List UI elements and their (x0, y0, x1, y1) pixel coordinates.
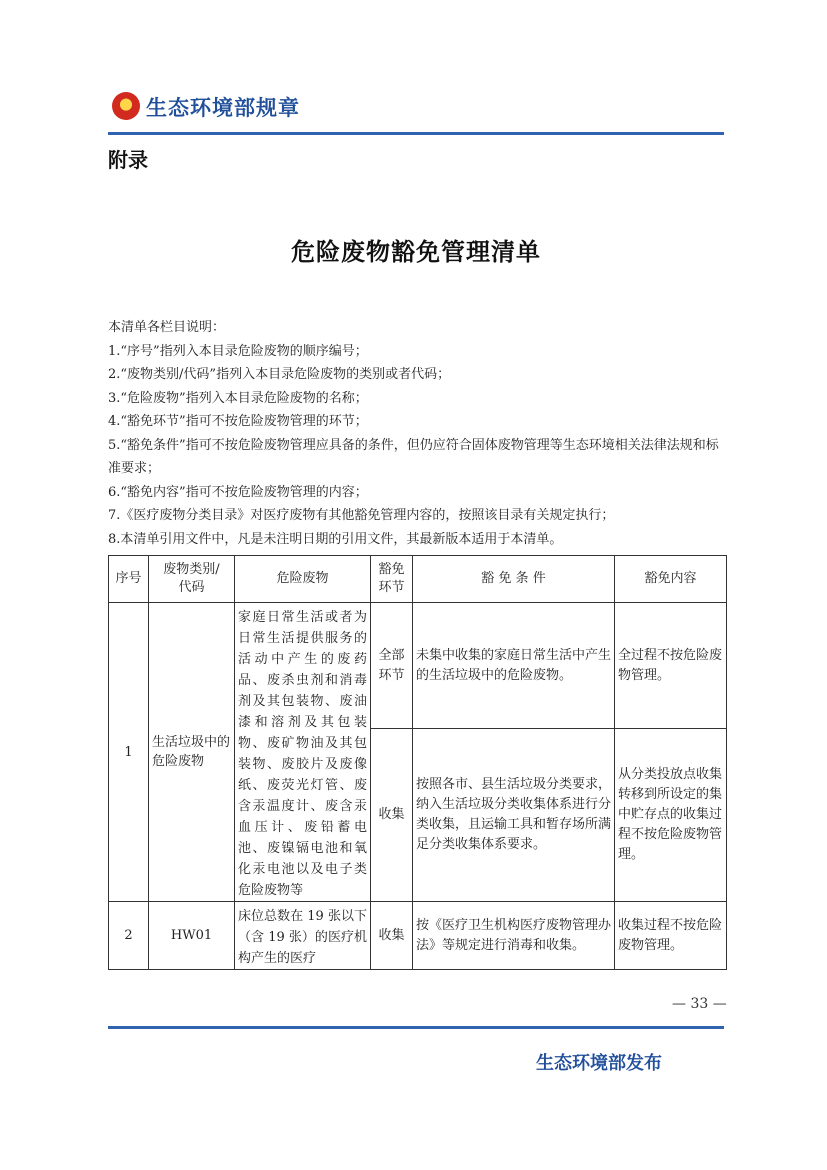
appendix-label: 附录 (108, 148, 148, 172)
row1-num: 1 (109, 603, 149, 902)
row2-waste: 床位总数在 19 张以下（含 19 张）的医疗机构产生的医疗 (235, 902, 371, 970)
row2-content: 收集过程不按危险废物管理。 (615, 902, 727, 970)
header-divider (108, 132, 724, 135)
note-item: 5.“豁免条件”指可不按危险废物管理应具备的条件，但仍应符合固体废物管理等生态环境相关法律法规和标准要求； (108, 437, 719, 476)
exemption-table (108, 555, 727, 970)
col-header-waste: 危险废物 (235, 556, 371, 603)
row1-code: 生活垃圾中的危险废物 (149, 603, 235, 902)
col-header-link (371, 556, 413, 603)
note-item: 1.“序号”指列入本目录危险废物的顺序编号； (108, 343, 368, 359)
row2-cond: 按《医疗卫生机构医疗废物管理办法》等规定进行消毒和收集。 (413, 902, 615, 970)
table-header-row (109, 556, 727, 603)
row1-waste: 家庭日常生活或者为日常生活提供服务的活动中产生的废药品、废杀虫剂和消毒剂及其包装物、废油漆和溶剂及其包装物、废矿物油及其包装物、废胶片及废像纸、废荧光灯管、废含汞温度计、废含汞血压计、废铅蓄电池、废镍镉电池和氧化汞电池以及电子类危险废物等 (235, 603, 371, 902)
note-item: 8.本清单引用文件中，凡是未注明日期的引用文件，其最新版本适用于本清单。 (108, 531, 563, 547)
table-row (109, 603, 727, 729)
document-title: 危险废物豁免管理清单 (291, 238, 541, 266)
note-item: 7.《医疗废物分类目录》对医疗废物有其他豁免管理内容的，按照该目录有关规定执行； (108, 508, 615, 523)
row1b-content: 从分类投放点收集转移到所设定的集中贮存点的收集过程不按危险废物管理。 (615, 729, 727, 902)
col-header-code-line2: 代码 (178, 580, 205, 595)
row2-link: 收集 (371, 902, 413, 970)
national-emblem-icon (112, 92, 140, 120)
col-header-code (149, 556, 235, 603)
notes-section (108, 316, 724, 551)
row1a-link: 全部环节 (371, 603, 413, 729)
col-header-link-line1: 豁免 (378, 562, 405, 577)
header-title: 生态环境部规章 (146, 96, 300, 120)
row1a-content: 全过程不按危险废物管理。 (615, 603, 727, 729)
note-item: 3.“危险废物”指列入本目录危险废物的名称； (108, 390, 368, 406)
page-number: — 33 — (672, 996, 727, 1012)
note-item: 2.“废物类别/代码”指列入本目录危险废物的类别或者代码； (108, 367, 451, 382)
col-header-code-line1: 废物类别/ (163, 562, 220, 577)
row2-num: 2 (109, 902, 149, 970)
page-header (108, 86, 724, 126)
col-header-cond: 豁 免 条 件 (413, 556, 615, 603)
table-row (109, 902, 727, 970)
footer-divider (108, 1026, 724, 1029)
note-item: 4.“豁免环节”指可不按危险废物管理的环节； (108, 414, 368, 429)
note-item: 6.“豁免内容”指可不按危险废物管理的内容； (108, 484, 368, 500)
col-header-link-line2: 环节 (378, 580, 405, 595)
col-header-content: 豁免内容 (615, 556, 727, 603)
row1a-cond: 未集中收集的家庭日常生活中产生的生活垃圾中的危险废物。 (413, 603, 615, 729)
row2-code: HW01 (149, 902, 235, 970)
row1b-cond: 按照各市、县生活垃圾分类要求，纳入生活垃圾分类收集体系进行分类收集，且运输工具和暂存场所满足分类收集体系要求。 (413, 729, 615, 902)
notes-intro: 本清单各栏目说明： (108, 320, 226, 335)
publisher-label: 生态环境部发布 (536, 1053, 662, 1074)
col-header-num: 序号 (109, 556, 149, 603)
row1b-link: 收集 (371, 729, 413, 902)
